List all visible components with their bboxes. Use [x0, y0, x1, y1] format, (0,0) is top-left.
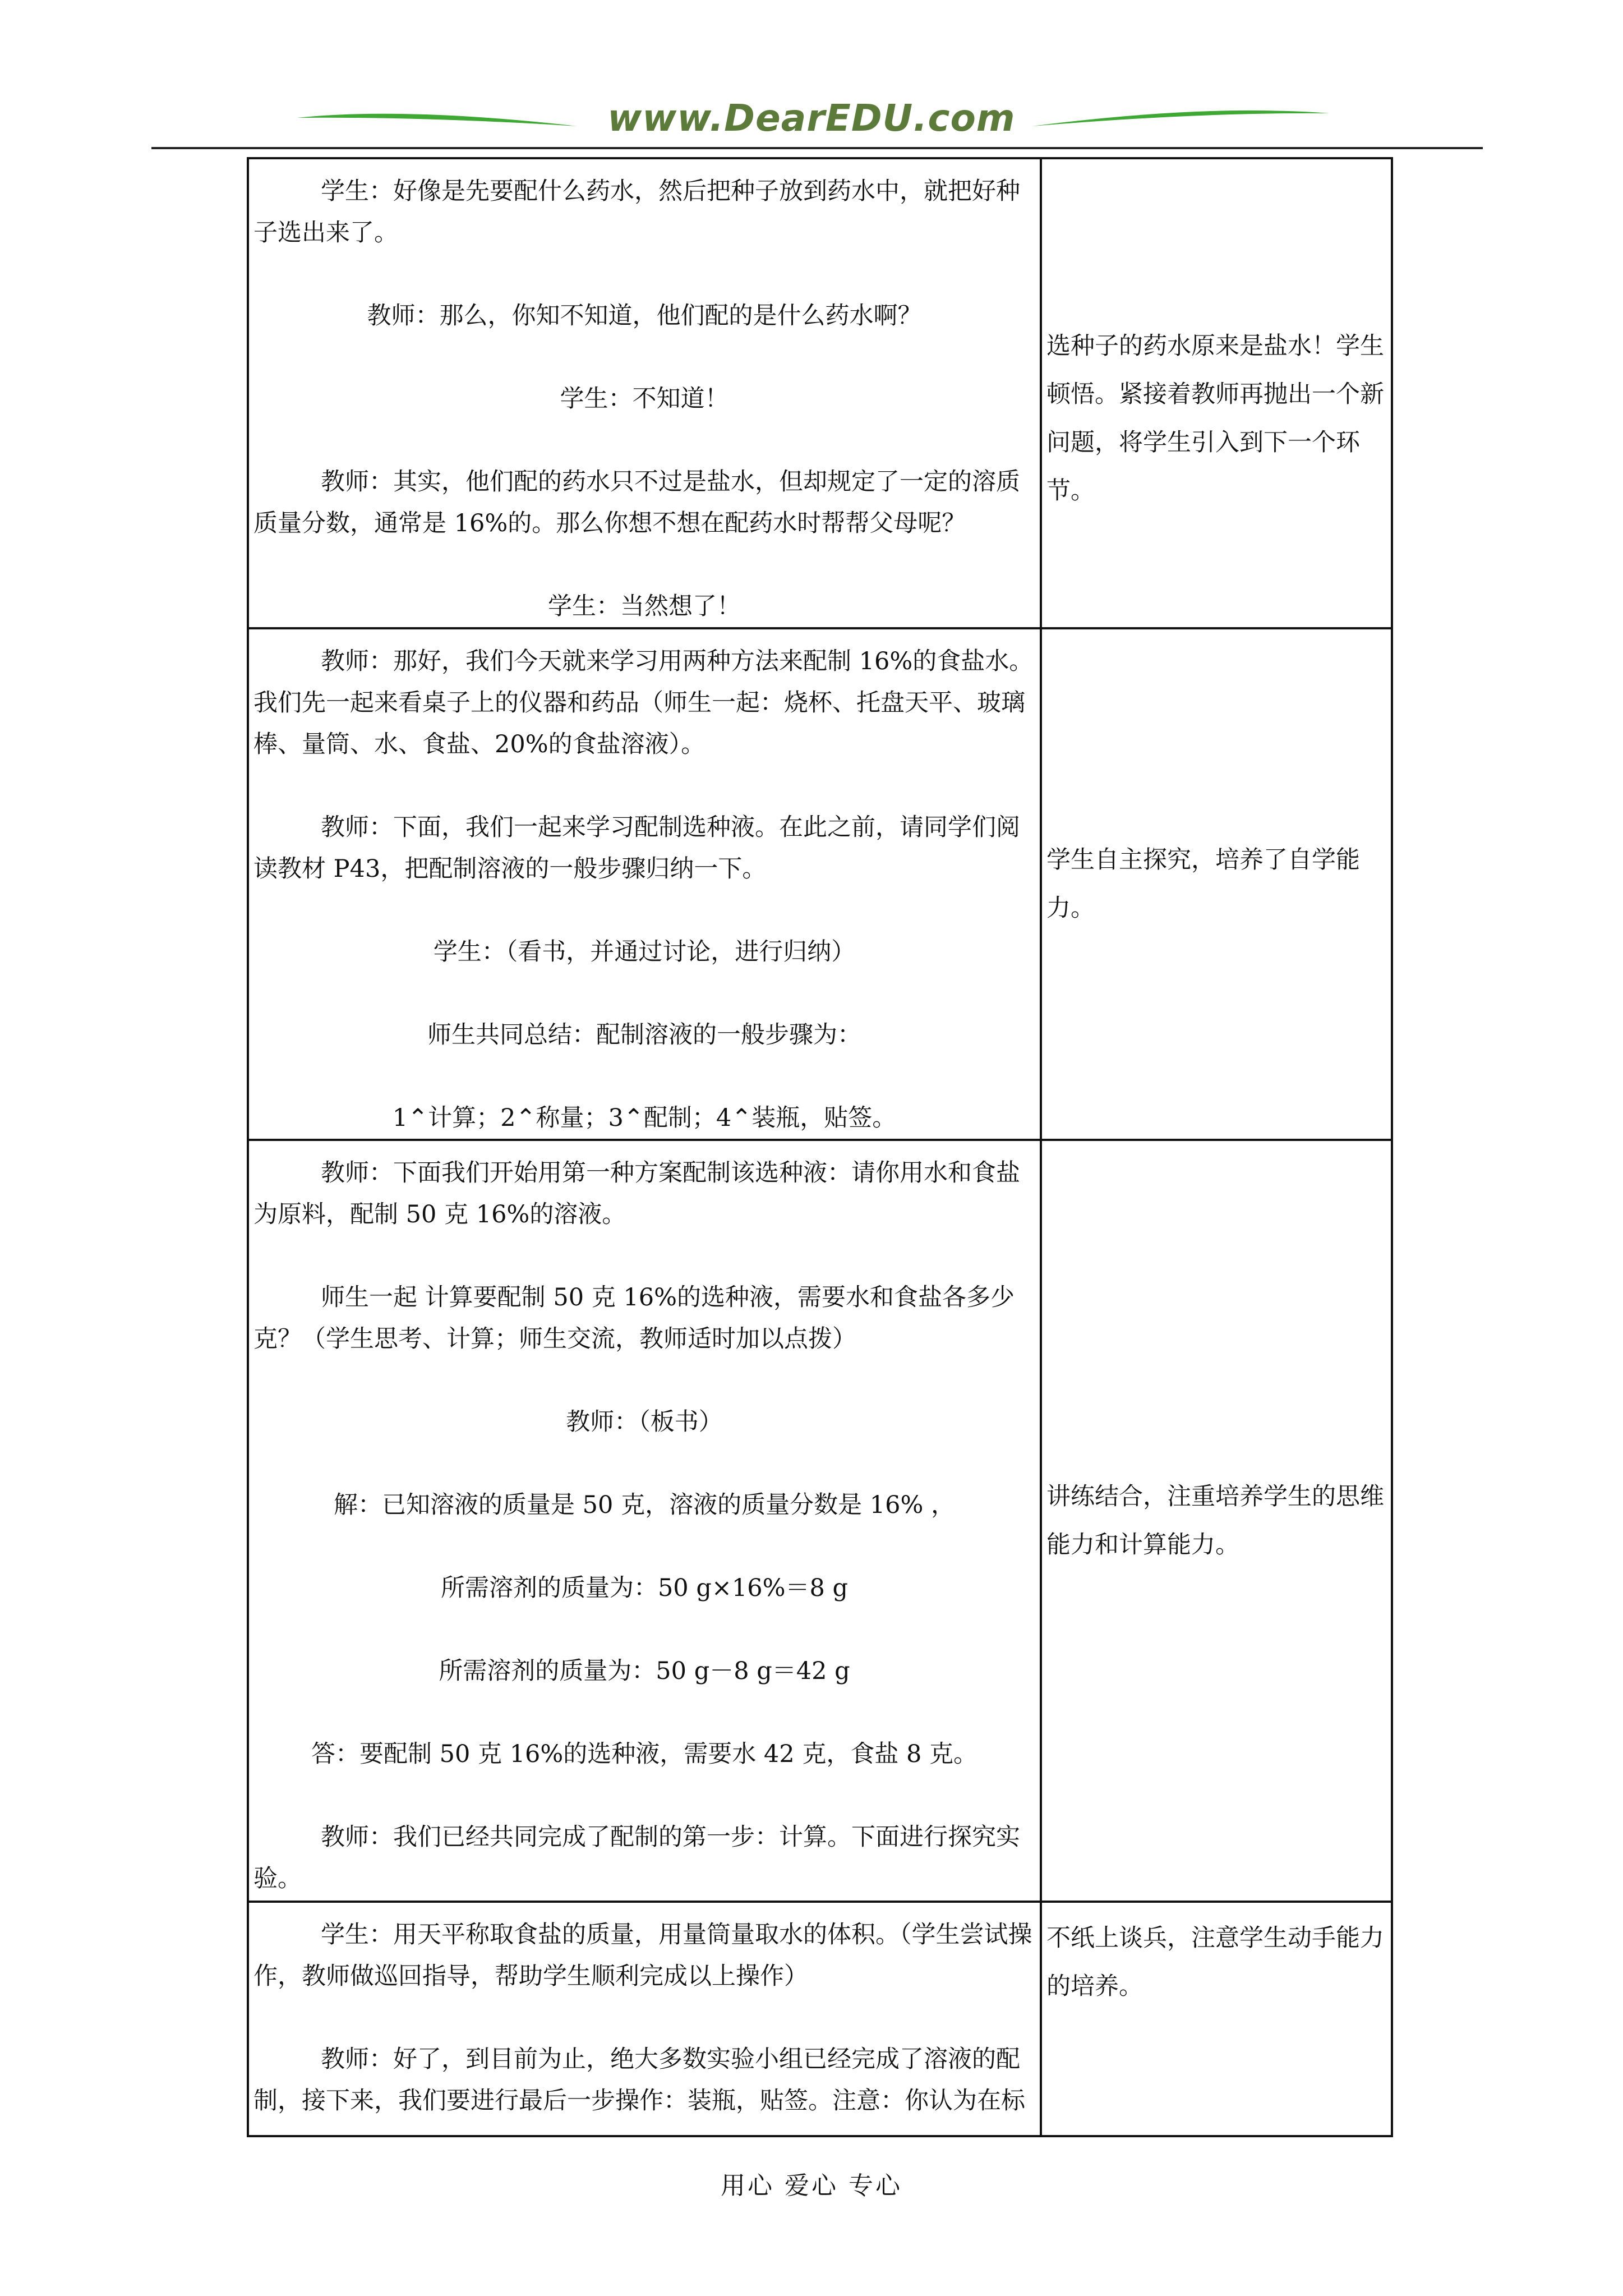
- table-row: [248, 1140, 1392, 1902]
- design-note-cell: 选种子的药水原来是盐水！学生顿悟。紧接着教师再抛出一个新问题，将学生引入到下一个环节。: [1041, 158, 1392, 628]
- page-footer: 用心 爱心 专心: [721, 2171, 902, 2200]
- dialogue-cell: [248, 628, 1041, 1140]
- dialogue-cell: [248, 1902, 1041, 2136]
- table-row: [248, 158, 1392, 628]
- dialogue-paragraph: 教师：好了，到目前为止，绝大多数实验小组已经完成了溶液的配制，接下来，我们要进行最后一步操作：装瓶，贴签。注意：你认为在标: [253, 2045, 1025, 2115]
- table-row: [248, 628, 1392, 1140]
- lesson-table: [247, 157, 1393, 2137]
- dialogue-paragraph: 学生：好像是先要配什么药水，然后把种子放到药水中，就把好种子选出来了。: [253, 177, 1020, 247]
- dialogue-paragraph: 师生一起 计算要配制 50 克 16%的选种液，需要水和食盐各多少克？（学生思考、计算；师生交流，教师适时加以点拨）: [253, 1283, 1015, 1353]
- dialogue-paragraph: 师生共同总结：配制溶液的一般步骤为：: [427, 1021, 861, 1049]
- dialogue-paragraph: 所需溶剂的质量为：50 g－8 g＝42 g: [439, 1657, 850, 1685]
- dialogue-paragraph: 学生：不知道！: [560, 385, 729, 413]
- dialogue-paragraph: 教师：那么，你知不知道，他们配的是什么药水啊？: [367, 302, 922, 330]
- design-note-cell: 讲练结合，注重培养学生的思维能力和计算能力。: [1041, 1140, 1392, 1902]
- dialogue-cell: [248, 158, 1041, 628]
- dialogue-paragraph: 学生：（看书，并通过讨论，进行归纳）: [433, 938, 856, 966]
- dialogue-paragraph: 教师：其实，他们配的药水只不过是盐水，但却规定了一定的溶质质量分数，通常是 16%的。那么你想不想在配药水时帮帮父母呢？: [253, 468, 1020, 537]
- design-note-cell: 学生自主探究，培养了自学能力。: [1041, 628, 1392, 1140]
- dialogue-paragraph: 教师：（板书）: [566, 1408, 723, 1436]
- dialogue-paragraph: 学生：当然想了！: [548, 592, 741, 620]
- site-brand: www.DearEDU.com: [607, 96, 1016, 140]
- page-header: [0, 84, 1623, 163]
- dialogue-paragraph: 教师：下面我们开始用第一种方案配制该选种液：请你用水和食盐为原料，配制 50 克 16%的溶液。: [253, 1159, 1020, 1228]
- dialogue-paragraph: 教师：那好，我们今天就来学习用两种方法来配制 16%的食盐水。我们先一起来看桌子上的仪器和药品（师生一起：烧杯、托盘天平、玻璃棒、量筒、水、食盐、20%的食盐溶液）。: [253, 647, 1034, 758]
- dialogue-cell: [248, 1140, 1041, 1902]
- dialogue-paragraph: 所需溶剂的质量为：50 g×16%＝8 g: [440, 1574, 849, 1602]
- dialogue-paragraph: 1⌃计算；2⌃称量；3⌃配制；4⌃装瓶，贴签。: [392, 1104, 897, 1132]
- dialogue-paragraph: 教师：我们已经共同完成了配制的第一步：计算。下面进行探究实验。: [253, 1823, 1020, 1893]
- design-note-cell: 不纸上谈兵，注意学生动手能力的培养。: [1041, 1902, 1392, 2136]
- dialogue-paragraph: 学生：用天平称取食盐的质量，用量筒量取水的体积。（学生尝试操作，教师做巡回指导，帮助学生顺利完成以上操作）: [253, 1921, 1032, 1990]
- header-rule: [151, 147, 1483, 149]
- table-row: [248, 1902, 1392, 2136]
- dialogue-paragraph: 答：要配制 50 克 16%的选种液，需要水 42 克，食盐 8 克。: [311, 1740, 978, 1768]
- dialogue-paragraph: 解：已知溶液的质量是 50 克，溶液的质量分数是 16% ，: [334, 1491, 955, 1519]
- dialogue-paragraph: 教师：下面，我们一起来学习配制选种液。在此之前，请同学们阅读教材 P43，把配制溶液的一般步骤归纳一下。: [253, 813, 1020, 883]
